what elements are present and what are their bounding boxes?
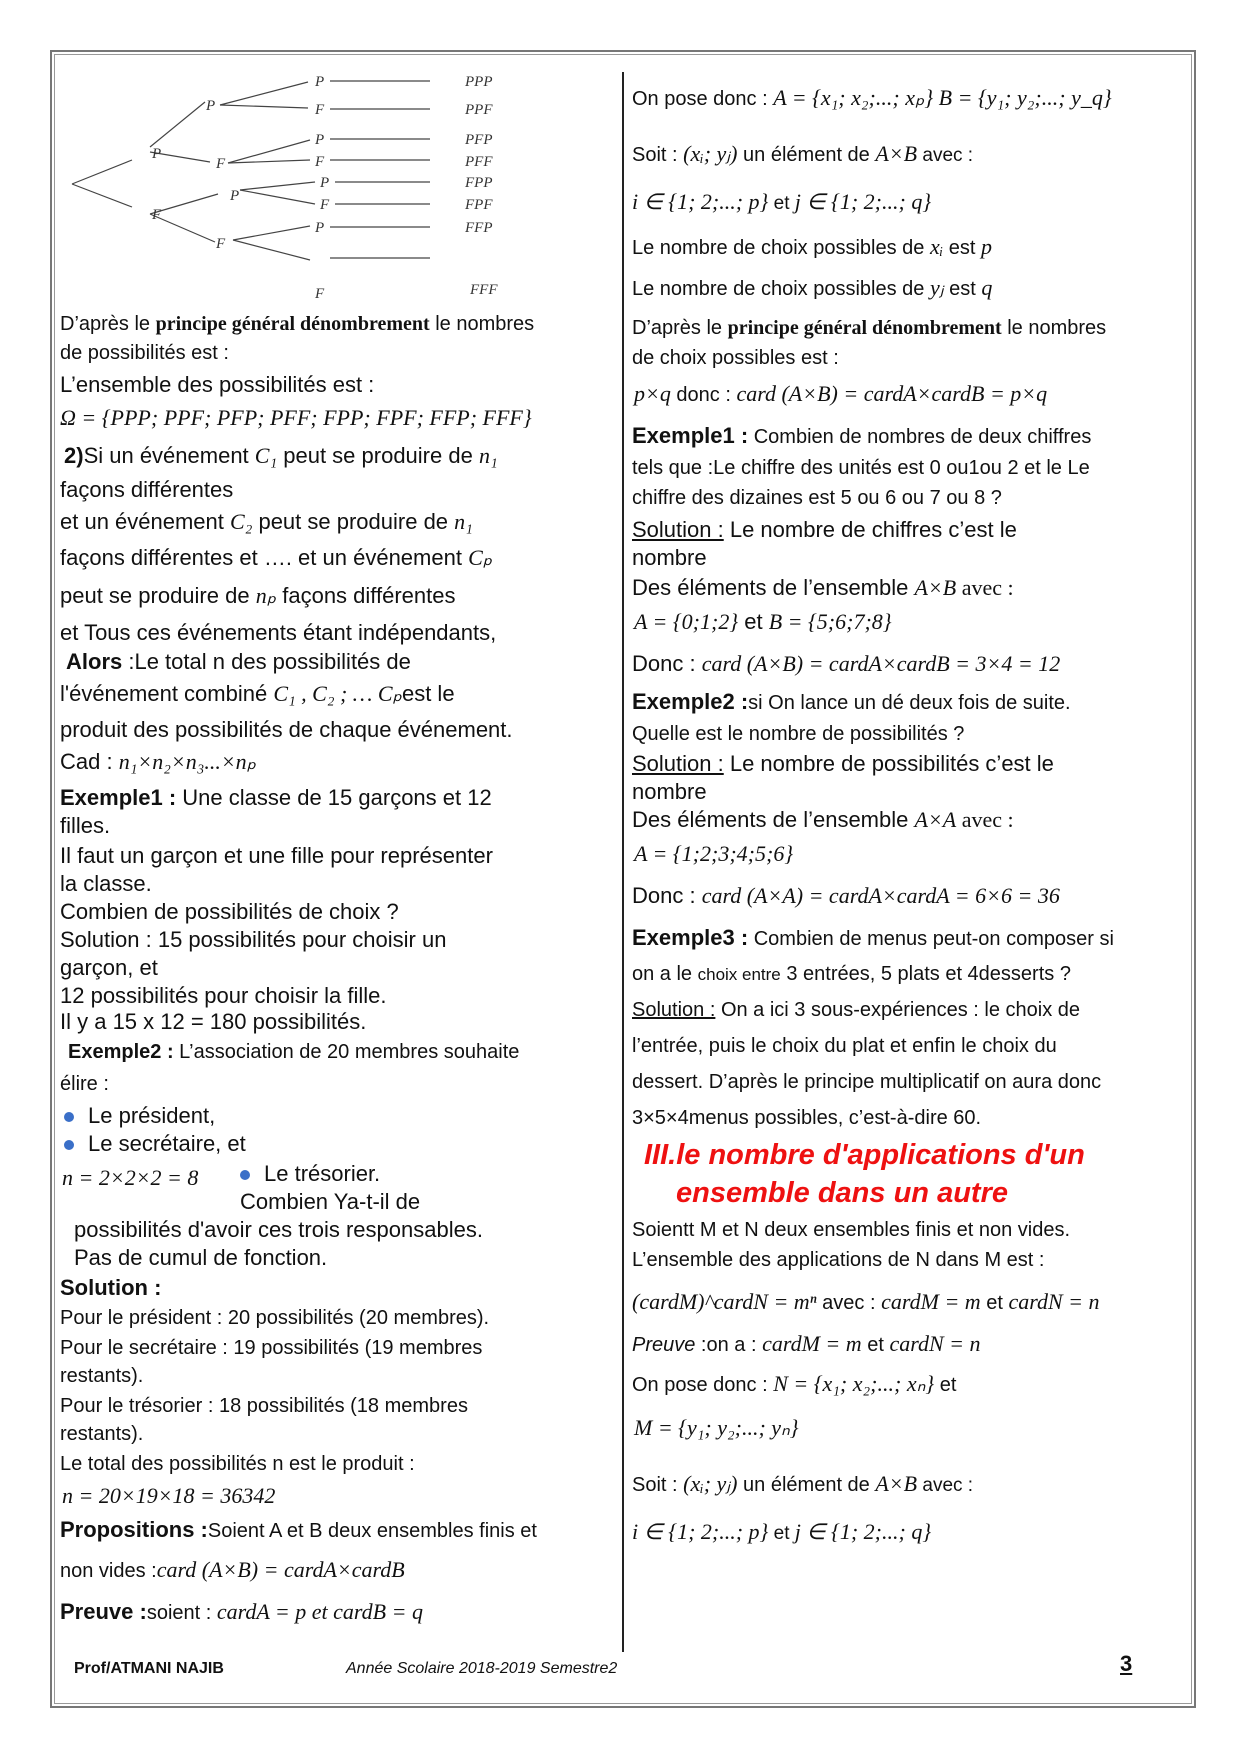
- right-set-M: M = {y₁; y₂;...; yₙ}: [634, 1415, 799, 1440]
- prop2-line6: et Tous ces événements étant indépendants,: [60, 620, 497, 645]
- right-ex3-b: on a le choix entre 3 entrées, 5 plats et 4desserts ?: [632, 963, 1071, 985]
- bullet-secretaire: Le secrétaire, et: [64, 1130, 246, 1158]
- n-formula: n = 2×2×2 = 8: [62, 1165, 199, 1190]
- tree-node-l3-5: P: [320, 175, 330, 191]
- right-pose-sets: On pose donc : A = {x₁; x₂;...; xₚ} B = {y₁; y₂;...; y_q}: [632, 85, 1112, 110]
- left-sol-b: Pour le secrétaire : 19 possibilités (19 membres: [60, 1337, 483, 1359]
- left-ex1-title: Exemple1 : Une classe de 15 garçons et 12: [60, 785, 492, 810]
- left-ex2-c: Combien Ya-t-il de: [240, 1189, 421, 1214]
- right-soit: Soit : (xᵢ; yⱼ) un élément de A×B avec :: [632, 141, 974, 166]
- footer-author: Prof/ATMANI NAJIB: [74, 1660, 224, 1677]
- right-sol2-result: Donc : card (A×A) = cardA×cardA = 6×6 = 36: [632, 883, 1060, 908]
- tree-outcome-1: PPP: [465, 74, 493, 90]
- right-soit-2: Soit : (xᵢ; yⱼ) un élément de A×B avec :: [632, 1471, 974, 1496]
- left-ex1-b: filles.: [60, 813, 111, 838]
- section-heading-3b: ensemble dans un autre: [676, 1177, 1008, 1209]
- tree-node-l3-4: F: [315, 154, 325, 170]
- prop2-product: produit des possibilités de chaque événement.: [60, 717, 513, 742]
- tree-node-l3-7: P: [315, 220, 325, 236]
- left-intro-2: de possibilités est :: [60, 342, 229, 364]
- left-ex1-e: Combien de possibilités de choix ?: [60, 899, 399, 924]
- tree-node-l3-1: P: [315, 74, 325, 90]
- tree-outcome-6: FPF: [465, 197, 493, 213]
- right-ex1-c: chiffre des dizaines est 5 ou 6 ou 7 ou 8 ?: [632, 487, 1002, 509]
- left-sol-c: restants).: [60, 1365, 144, 1387]
- tree-node-l3-6: F: [320, 197, 330, 213]
- right-indices-2: i ∈ {1; 2;...; p} et j ∈ {1; 2;...; q}: [632, 1519, 932, 1544]
- tree-node-l3-2: F: [315, 102, 325, 118]
- section-heading-3: III.le nombre d'applications d'un: [644, 1139, 1085, 1171]
- right-principle: D’après le principe général dénombrement le nombres: [632, 317, 1107, 339]
- tree-node-l1-P: P: [152, 146, 162, 162]
- left-set-label: L’ensemble des possibilités est :: [60, 372, 375, 397]
- tree-outcome-5: FPP: [465, 175, 493, 191]
- right-card-formula: p×q donc : card (A×B) = cardA×cardB = p×q: [634, 381, 1048, 406]
- tree-node-l3-3: P: [315, 132, 325, 148]
- tree-outcome-8: FFF: [470, 282, 498, 298]
- right-sol2: Solution : Le nombre de possibilités c’est le: [632, 751, 1054, 776]
- left-sol-f: Le total des possibilités n est le produit :: [60, 1453, 415, 1475]
- tree-node-l1-F: F: [152, 207, 162, 223]
- tree-outcome-3: PFP: [465, 132, 493, 148]
- right-ex1-title: Exemple1 : Combien de nombres de deux chiffres: [632, 423, 1092, 448]
- right-sol2-set: A = {1;2;3;4;5;6}: [634, 841, 794, 866]
- right-ex1-b: tels que :Le chiffre des unités est 0 ou1ou 2 et le Le: [632, 457, 1090, 479]
- tree-outcome-4: PFF: [465, 154, 493, 170]
- footer-year: Année Scolaire 2018-2019 Semestre2: [346, 1660, 618, 1677]
- left-ex1-i: Il y a 15 x 12 = 180 possibilités.: [60, 1009, 367, 1034]
- prop2-line2: façons différentes: [60, 477, 234, 502]
- bullet-icon: [64, 1140, 74, 1150]
- right-sol1-c: Des éléments de l’ensemble A×B avec :: [632, 575, 1014, 600]
- omega-formula: Ω = {PPP; PPF; PFP; PFF; FPP; FPF; FFP; FFF}: [60, 405, 532, 430]
- right-pose-N: On pose donc : N = {x₁; x₂;...; xₙ} et: [632, 1371, 957, 1396]
- left-sol-a: Pour le président : 20 possibilités (20 membres).: [60, 1307, 490, 1329]
- left-sol-e: restants).: [60, 1423, 144, 1445]
- right-ex3-title: Exemple3 : Combien de menus peut-on composer si: [632, 925, 1114, 950]
- right-sol1-result: Donc : card (A×B) = cardA×cardB = 3×4 = 12: [632, 651, 1061, 676]
- tree-node-l2-1: P: [206, 98, 216, 114]
- left-ex2-d: possibilités d'avoir ces trois responsables.: [74, 1217, 483, 1242]
- tree-node-l3-8: F: [315, 286, 325, 302]
- left-sol-g: n = 20×19×18 = 36342: [62, 1483, 276, 1508]
- right-sol2-b: nombre: [632, 779, 707, 804]
- right-sol2-c: Des éléments de l’ensemble A×A avec :: [632, 807, 1014, 832]
- right-ex2-title: Exemple2 :si On lance un dé deux fois de suite.: [632, 689, 1071, 714]
- left-ex2-b: élire :: [60, 1073, 109, 1095]
- prop2-cad: Cad : n₁×n₂×n₃...×nₚ: [60, 749, 257, 774]
- column-divider: [622, 72, 624, 1652]
- left-ex1-g: garçon, et: [60, 955, 158, 980]
- right-sol3-d: 3×5×4menus possibles, c’est-à-dire 60.: [632, 1107, 982, 1129]
- right-r20: Soientt M et N deux ensembles finis et non vides.: [632, 1219, 1071, 1241]
- right-sol3-c: dessert. D’après le principe multiplicatif on aura donc: [632, 1071, 1102, 1093]
- propositions: Propositions :Soient A et B deux ensembles finis et: [60, 1517, 537, 1542]
- prop2-line5: peut se produire de nₚ façons différentes: [60, 583, 456, 608]
- right-sol1-b: nombre: [632, 545, 707, 570]
- bullet-tresorier: Le trésorier.: [240, 1160, 380, 1188]
- left-ex1-f: Solution : 15 possibilités pour choisir un: [60, 927, 447, 952]
- left-ex1-h: 12 possibilités pour choisir la fille.: [60, 983, 387, 1008]
- prop2-alors: Alors :Le total n des possibilités de: [66, 649, 411, 674]
- left-ex1-d: la classe.: [60, 871, 152, 896]
- left-sol-d: Pour le trésorier : 18 possibilités (18 membres: [60, 1395, 468, 1417]
- right-applications-formula: (cardM)^cardN = mⁿ avec : cardM = m et cardN = n: [632, 1289, 1100, 1314]
- tree-outcome-7: FFP: [465, 220, 493, 236]
- left-ex2-e: Pas de cumul de fonction.: [74, 1245, 328, 1270]
- probability-tree: [70, 72, 550, 302]
- prop2-line3: et un événement C₂ peut se produire de n₁: [60, 509, 473, 534]
- right-ex2-b: Quelle est le nombre de possibilités ?: [632, 723, 965, 745]
- right-sol1-sets: A = {0;1;2} et B = {5;6;7;8}: [634, 609, 892, 634]
- tree-outcome-2: PPF: [465, 102, 493, 118]
- propositions-formula: non vides :card (A×B) = cardA×cardB: [60, 1557, 405, 1582]
- bullet-president: Le président,: [64, 1102, 215, 1130]
- prop2-line4: façons différentes et …. et un événement Cₚ: [60, 545, 493, 570]
- tree-node-l2-3: P: [230, 188, 240, 204]
- right-sol3-b: l’entrée, puis le choix du plat et enfin le choix du: [632, 1035, 1057, 1057]
- left-ex1-c: Il faut un garçon et une fille pour représenter: [60, 843, 493, 868]
- prop2-combined: l'événement combiné C₁ , C₂ ; … Cₚest le: [60, 681, 455, 706]
- right-preuve: Preuve :on a : cardM = m et cardN = n: [632, 1331, 981, 1356]
- right-choices-x: Le nombre de choix possibles de xᵢ est p: [632, 234, 993, 259]
- right-principle-2: de choix possibles est :: [632, 347, 839, 369]
- right-sol3: Solution : On a ici 3 sous-expériences : le choix de: [632, 999, 1081, 1021]
- prop2-line1: 2)Si un événement C₁ peut se produire de n₁: [64, 443, 498, 468]
- left-solution-title: Solution :: [60, 1275, 162, 1300]
- right-sol1: Solution : Le nombre de chiffres c’est le: [632, 517, 1017, 542]
- right-indices: i ∈ {1; 2;...; p} et j ∈ {1; 2;...; q}: [632, 189, 932, 214]
- left-intro: D’après le principe général dénombrement le nombres: [60, 313, 535, 335]
- bullet-icon: [240, 1170, 250, 1180]
- tree-node-l2-4: F: [216, 236, 226, 252]
- tree-node-l2-2: F: [216, 156, 226, 172]
- bullet-icon: [64, 1112, 74, 1122]
- left-ex2-title: Exemple2 : L’association de 20 membres souhaite: [68, 1041, 520, 1063]
- right-choices-y: Le nombre de choix possibles de yⱼ est q: [632, 275, 993, 300]
- page-number: 3: [1120, 1651, 1133, 1676]
- right-r21: L’ensemble des applications de N dans M est :: [632, 1249, 1045, 1271]
- preuve: Preuve :soient : cardA = p et cardB = q: [60, 1599, 423, 1624]
